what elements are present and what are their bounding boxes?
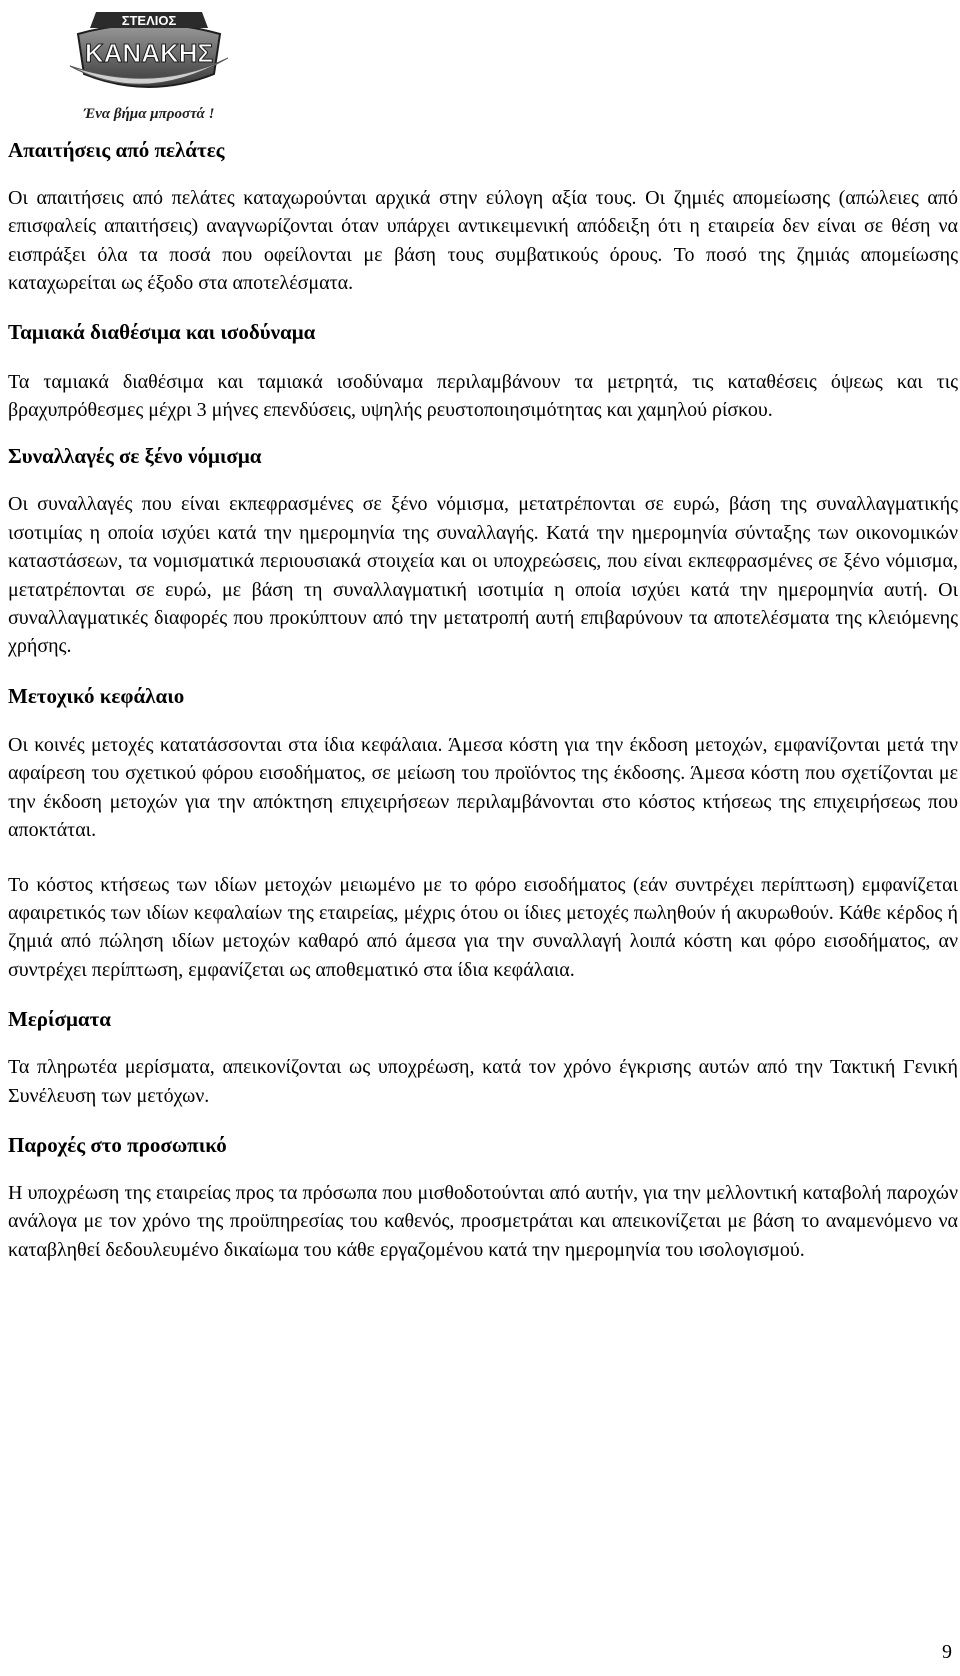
section-paragraph: Οι συναλλαγές που είναι εκπεφρασμένες σε ξένο νόμισμα, μετατρέπονται σε ευρώ, βάση της συναλλαγματικής ισοτιμίας η οποία ισχύει κατά την ημερομηνία της συναλλαγής. Κατά την ημερομηνία σύνταξης των οικονομικών καταστάσεων, τα νομισματικά περιουσιακά στοιχεία και οι υποχρεώσεις, που είναι εκπεφρασμένες σε ξένο νόμισμα, μετατρέπονται σε ευρώ, με βάση τη συναλλαγματική ισοτιμία η οποία ισχύει κατά την ημερομηνία αυτή. Οι συναλλαγματικές διαφορές που προκύπτουν από την μετατροπή αυτή επιβαρύνουν τα αποτελέσματα της κλειόμενης χρήσης. [8, 493, 958, 658]
section-heading: Συναλλαγές σε ξένο νόμισμα [8, 444, 262, 469]
logo-main-text: ΚΑΝΑΚΗΣ [84, 38, 214, 68]
section-heading: Παροχές στο προσωπικό [8, 1132, 227, 1157]
section-paragraph: Το κόστος κτήσεως των ιδίων μετοχών μειωμένο με το φόρο εισοδήματος (εάν συντρέχει περίπτωση) εμφανίζεται αφαιρετικός των ιδίων κεφαλαίων της εταιρείας, μέχρις ότου οι ίδιες μετοχές πωληθούν ή ακυρωθούν. Κάθε κέρδος ή ζημιά από πώληση ιδίων μετοχών καθαρό από άμεσα για την συναλλαγή λοιπά κόστη και φόρο εισοδήματος, αν συντρέχει περίπτωση, εμφανίζεται ως αποθεματικό στα ίδια κεφάλαια. [8, 873, 958, 981]
section-heading: Ταμιακά διαθέσιμα και ισοδύναμα [8, 319, 316, 344]
company-logo [64, 4, 234, 128]
logo-graphic [64, 4, 234, 128]
section-heading: Μερίσματα [8, 1007, 111, 1032]
section-paragraph: Οι απαιτήσεις από πελάτες καταχωρούνται αρχικά στην εύλογη αξία τους. Οι ζημιές απομείωσης (απώλειες από επισφαλείς απαιτήσεις) αναγνωρίζονται όταν υπάρχει αντικειμενική απόδειξη ότι η εταιρεία δεν είναι σε θέση να εισπράξει όλα τα ποσά που οφείλονται με βάση τους συμβατικούς όρους. Το ποσό της ζημιάς απομείωσης καταχωρείται ως έξοδο στα αποτελέσματα. [8, 187, 958, 295]
section-paragraph: Τα πληρωτέα μερίσματα, απεικονίζονται ως υποχρέωση, κατά τον χρόνο έγκρισης αυτών από την Τακτική Γενική Συνέλευση των μετόχων. [8, 1056, 958, 1107]
section-heading: Απαιτήσεις από πελάτες [8, 138, 225, 162]
logo-slogan: Ένα βήμα μπροστά ! [83, 106, 215, 122]
logo-top-text: ΣΤΕΛΙΟΣ [121, 13, 177, 28]
section-paragraph: Η υποχρέωση της εταιρείας προς τα πρόσωπα που μισθοδοτούνται από αυτήν, για την μελλοντική καταβολή παροχών ανάλογα με τον χρόνο της προϋπηρεσίας του καθενός, προσμετράται και απεικονίζεται με βάση το αναμενόμενο να καταβληθεί δεδουλευμένο δικαίωμα του κάθε εργαζομένου κατά την ημερομηνία του ισολογισμού. [8, 1181, 958, 1261]
section-paragraph: Τα ταμιακά διαθέσιμα και ταμιακά ισοδύναμα περιλαμβάνουν τα μετρητά, τις καταθέσεις όψεως και τις βραχυπρόθεσμες μέχρι 3 μήνες επενδύσεις, υψηλής ρευστοποιησιμότητας και χαμηλού ρίσκου. [8, 370, 958, 422]
section-paragraph: Οι κοινές μετοχές κατατάσσονται στα ίδια κεφάλαια. Άμεσα κόστη για την έκδοση μετοχών, εμφανίζονται μετά την αφαίρεση του σχετικού φόρου εισοδήματος, σε μείωση του προϊόντος της έκδοσης. Άμεσα κόστη που σχετίζονται με την έκδοση μετοχών για την απόκτηση επιχειρήσεων περιλαμβάνονται στο κόστος κτήσεως της επιχειρήσεως που αποκτάται. [8, 733, 958, 842]
page-number: 9 [942, 1641, 952, 1663]
document-body [8, 136, 958, 1264]
section-heading: Μετοχικό κεφάλαιο [8, 683, 185, 708]
